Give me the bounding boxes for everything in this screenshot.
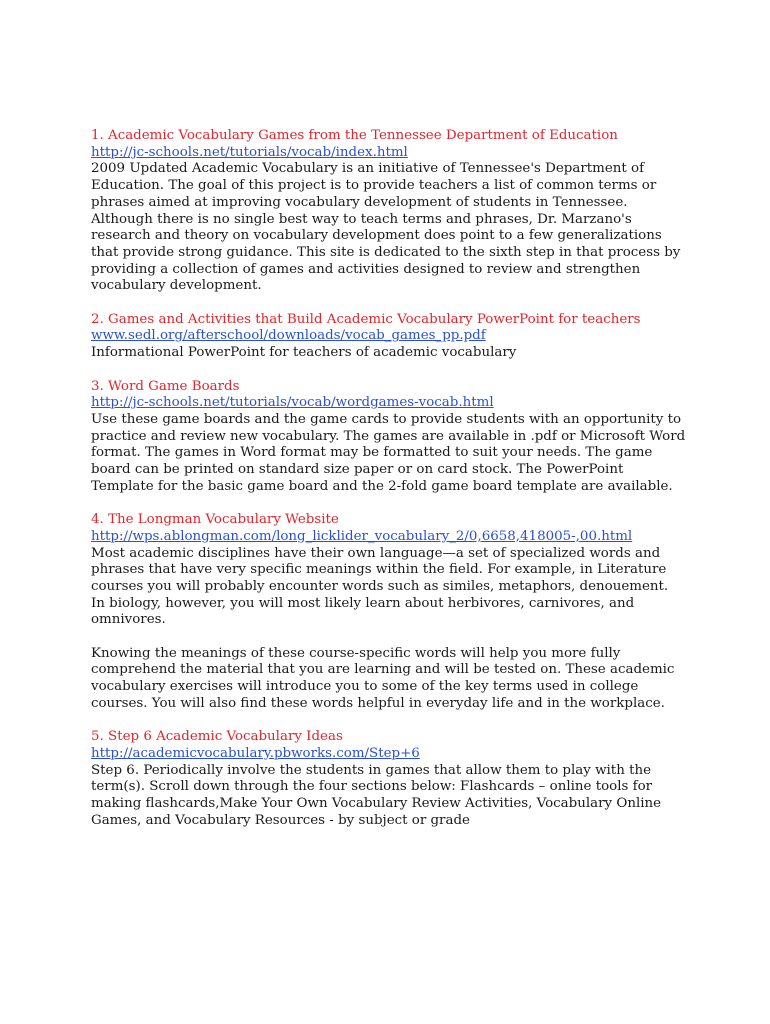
resource-entry-5: [91, 729, 686, 829]
entry-heading: 2. Games and Activities that Build Academic Vocabulary PowerPoint for teachers: [91, 311, 641, 327]
entry-description: 2009 Updated Academic Vocabulary is an initiative of Tennessee's Department of Education. The goal of this project is to provide teachers a list of common terms or phrases aimed at improving vocabulary development of students in Tennessee. Although there is no single best way to teach terms and phrases, Dr. Marzano's research and theory on vocabulary development does point to a few generalizations that provide strong guidance. This site is dedicated to the sixth step in that process by providing a collection of games and activities designed to review and strengthen vocabulary development.: [91, 161, 681, 294]
entry-link[interactable]: http://wps.ablongman.com/long_licklider_vocabulary_2/0,6658,418005-,00.html: [91, 528, 633, 544]
entry-link[interactable]: http://jc-schools.net/tutorials/vocab/wordgames-vocab.html: [91, 395, 494, 411]
entry-link[interactable]: http://academicvocabulary.pbworks.com/Step+6: [91, 745, 420, 761]
entry-description: Use these game boards and the game cards to provide students with an opportunity to practice and review new vocabulary. The games are available in .pdf or Microsoft Word format. The games in Word format may be formatted to suit your needs. The game board can be printed on standard size paper or on card stock. The PowerPoint Template for the basic game board and the 2-fold game board template are available.: [91, 411, 686, 494]
entry-heading: 5. Step 6 Academic Vocabulary Ideas: [91, 729, 343, 745]
entry-description: Step 6. Periodically involve the students in games that allow them to play with the term(s). Scroll down through the four sections below: Flashcards – online tools for making flashcards,Make Your Own Vocabulary Review Activities, Vocabulary Online Games, and Vocabulary Resources - by subject or grade: [91, 762, 662, 828]
entry-description-continued: Knowing the meanings of these course-specific words will help you more fully comprehend the material that you are learning and will be tested on. These academic vocabulary exercises will introduce you to some of the key terms used in college courses. You will also find these words helpful in everyday life and in the workplace.: [91, 645, 675, 711]
entry-link[interactable]: www.sedl.org/afterschool/downloads/vocab_games_pp.pdf: [91, 328, 486, 344]
resource-entry-1: [91, 128, 686, 295]
document-page: [91, 128, 686, 846]
resource-entry-2: [91, 312, 686, 362]
entry-heading: 3. Word Game Boards: [91, 378, 240, 394]
entry-heading: 4. The Longman Vocabulary Website: [91, 512, 339, 528]
entry-description: Informational PowerPoint for teachers of academic vocabulary: [91, 345, 517, 361]
entry-link[interactable]: http://jc-schools.net/tutorials/vocab/index.html: [91, 144, 408, 160]
resource-entry-4: [91, 512, 686, 712]
resource-entry-3: [91, 379, 686, 496]
entry-description: Most academic disciplines have their own language—a set of specialized words and phrases that have very specific meanings within the field. For example, in Literature courses you will probably encounter words such as similes, metaphors, denouement. In biology, however, you will most likely learn about herbivores, carnivores, and omnivores.: [91, 545, 669, 628]
entry-heading: 1. Academic Vocabulary Games from the Tennessee Department of Education: [91, 128, 618, 143]
